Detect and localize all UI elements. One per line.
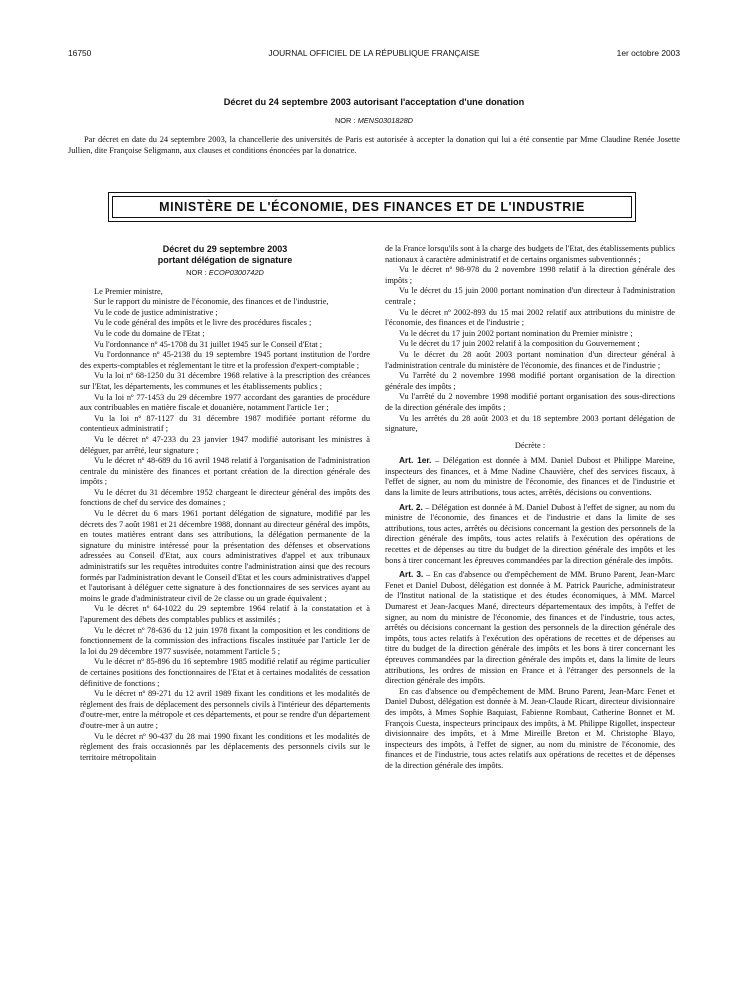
visa-paragraph: Vu le décret du 17 juin 2002 relatif à la composition du Gouvernement ;: [399, 339, 640, 349]
continued-paragraph: de la France lorsqu'ils sont à la charge des budgets de l'Etat, des établissements publics nationaux à caractère administratif et de certains organismes subventionnés ;: [385, 244, 675, 264]
article-text: – Délégation est donnée à MM. Daniel Dubost et Philippe Mareine, inspecteurs des finances, et à Mme Nadine Chauvière, chef des services fiscaux, à l'effet de signer, au nom du ministre de l'économie, des finances et de l'industrie et dans la limite de leurs attributions, tous actes, arrêtés, décisions ou conventions.: [385, 456, 676, 498]
nor-code: ECOP0300742D: [208, 268, 264, 277]
closing-paragraph: En cas d'absence ou d'empêchement de MM. Bruno Parent, Jean-Marc Fenet et Daniel Dubost, délégation est donnée à M. Jean-Claude Ricart, directeur divisionnaire des impôts, à Mmes Sophie Baquiast, Fabienne Rombaut, Catherine Bonnet et M. François Cuesta, inspecteurs principaux des impôts, à M. Philippe Rigollet, inspecteur divisionnaire des impôts, et à Mme Mireille Breton et M. Christophe Blayo, inspecteurs des impôts, à l'effet de signer, au nom du ministre de l'économie, des finances et de l'industrie, tous actes relatifs aux opérations de recettes et de dépenses de la direction générale des impôts.: [385, 686, 675, 770]
visa-paragraph: Vu le décret nº 2002-893 du 15 mai 2002 relatif aux attributions du ministre de l'économie, des finances et de l'industrie ;: [385, 307, 675, 328]
visa-paragraph: Vu le décret du 17 juin 2002 portant nomination du Premier ministre ;: [399, 328, 633, 338]
issue-date: 1er octobre 2003: [616, 48, 680, 58]
articles: [385, 455, 675, 686]
journal-name: JOURNAL OFFICIEL DE LA RÉPUBLIQUE FRANÇAISE: [268, 48, 480, 58]
visa-paragraph: Vu le décret nº 48-689 du 16 avril 1948 relatif à l'organisation de l'administration centrale du ministère des finances et portant création de la direction générale des impôts ;: [80, 456, 370, 487]
visa-paragraph: Vu la loi nº 87-1127 du 31 décembre 1987 modifiée portant réforme du contentieux administratif ;: [80, 413, 370, 434]
visa-paragraph: Vu l'arrêté du 2 novembre 1998 modifié portant organisation des sous-directions de la direction générale des impôts ;: [385, 392, 675, 412]
article-text: – Délégation est donnée à M. Daniel Dubost à l'effet de signer, au nom du ministre de l'économie, des finances et de l'industrie et dans la limite de ses attributions, tous actes, arrêtés ou décisions concernant la gestion des personnels de la direction générale des impôts, tous actes relatifs à l'exécution des opérations de recettes et de dépenses au titre du budget de la direction générale des impôts et les bons à tirer concernant les épreuves commandées par la direction générale des impôts.: [385, 502, 675, 565]
right-column: [385, 244, 675, 772]
nor-code: MENS0301828D: [357, 116, 414, 125]
visa-list-left: [80, 287, 370, 764]
delegation-decree-title-line-2: portant délégation de signature: [157, 255, 293, 265]
visa-paragraph: Vu la loi nº 68-1250 du 31 décembre 1968 relative à la prescription des créances sur l'Etat, les départements, les communes et les établissements publics ;: [80, 371, 370, 391]
donation-decree-body: Par décret en date du 24 septembre 2003, la chancellerie des universités de Paris est autorisée à accepter la donation qui lui a été consentie par Mme Claudine Renée Josette Jullien, dite Françoise Seligmann, aux clauses et conditions énoncées par la donatrice.: [68, 135, 680, 155]
donation-decree-title: Décret du 24 septembre 2003 autorisant l'acceptation d'une donation: [223, 97, 525, 107]
visa-list-right: [385, 265, 675, 435]
ministry-box: [108, 192, 636, 222]
visa-paragraph: Vu l'arrêté du 2 novembre 1998 modifié portant organisation de la direction générale des impôts ;: [385, 371, 675, 391]
ministry-title: MINISTÈRE DE L'ÉCONOMIE, DES FINANCES ET DE L'INDUSTRIE: [159, 200, 585, 214]
article-paragraph: [385, 569, 675, 687]
visa-paragraph: Vu l'ordonnance nº 45-2138 du 19 septembre 1945 portant institution de l'ordre des experts-comptables et réglementant le titre et la profession d'expert-comptable ;: [80, 350, 370, 370]
visa-paragraph: Vu le décret nº 89-271 du 12 avril 1989 fixant les conditions et les modalités de règlement des frais de déplacement des personnels civils à l'intérieur des départements d'outre-mer, entre la métropole et ces départements, et pour se rendre d'un département d'outre-mer à un autre ;: [80, 689, 370, 730]
visa-paragraph: Vu le décret nº 78-636 du 12 juin 1978 fixant la composition et les conditions de fonctionnement de la commission des infractions fiscales instituée par l'article 1er de la loi du 29 décembre 1977 susvisée, notamment l'article 5 ;: [80, 625, 370, 656]
visa-paragraph: Vu le décret du 6 mars 1961 portant délégation de signature, modifié par les décrets des 7 août 1981 et 21 décembre 1988, donnant au directeur général des impôts, en toutes matières entrant dans ses attributions, la délégation permanente de la signature du ministre intéressé pour la présentation des défenses et observations adressées au Conseil d'Etat, aux cours administratives d'appel et aux tribunaux administratifs sur les requêtes introduites contre l'administration ainsi que des recours formés par l'administration devant le Conseil d'Etat et les cours administratives d'appel et l'autorisant à déléguer cette signature à des fonctionnaires de ses services ayant au moins le grade d'administrateur civil de 2e classe ou un grade équivalent ;: [80, 509, 370, 603]
visa-paragraph: Vu l'ordonnance nº 45-1708 du 31 juillet 1945 sur le Conseil d'Etat ;: [94, 339, 323, 349]
article-heading: Art. 1er.: [399, 455, 432, 466]
page-number: 16750: [68, 48, 92, 58]
visa-paragraph: Vu le décret nº 47-233 du 23 janvier 1947 modifié autorisant les ministres à déléguer, par arrêté, leur signature ;: [80, 434, 370, 455]
delegation-decree-title: [80, 244, 370, 266]
visa-paragraph: Vu le décret nº 85-896 du 16 septembre 1985 modifié relatif au régime particulier de certaines positions des fonctionnaires de l'Etat et à certaines modalités de cessation définitive de fonctions ;: [80, 657, 370, 688]
article-paragraph: [385, 502, 675, 567]
donation-decree-nor: [68, 116, 680, 125]
visa-paragraph: Vu les arrêtés du 28 août 2003 et du 18 septembre 2003 portant délégation de signature,: [385, 413, 675, 434]
article-text: – En cas d'absence ou d'empêchement de MM. Bruno Parent, Jean-Marc Fenet et Daniel Dubost, délégation est donnée à M. Patrick Pauriche, administrateur de l'Institut national de la statistique et des études économiques, à MM. Marcel Dumarest et Jean-Jacques Mané, directeurs départementaux des impôts, à l'effet de signer, au nom du ministre de l'économie, des finances et de l'industrie, tous actes, arrêtés ou décisions concernant la gestion des personnels de la direction générale des impôts, tous actes relatifs à l'exécution des opérations de recettes et de dépenses au titre du budget de la direction générale des impôts et les bons à tirer concernant les épreuves commandées par la direction générale des impôts et, dans la limite de leurs attributions, les ordres de mission en France et à l'étranger des personnels de la direction générale des impôts.: [385, 570, 675, 686]
visa-paragraph: Le Premier ministre,: [94, 286, 163, 296]
article-heading: Art. 3.: [399, 569, 424, 580]
visa-paragraph: Vu le décret nº 64-1022 du 29 septembre 1964 relatif à la constatation et à l'apurement des débets des comptables publics et assimilés ;: [80, 604, 370, 624]
visa-paragraph: Sur le rapport du ministre de l'économie, des finances et de l'industrie,: [94, 297, 329, 307]
visa-paragraph: Vu le code général des impôts et le livre des procédures fiscales ;: [94, 318, 312, 328]
visa-paragraph: Vu le code de justice administrative ;: [94, 307, 218, 317]
nor-label: NOR :: [334, 116, 356, 125]
visa-paragraph: Vu le code du domaine de l'Etat ;: [94, 328, 205, 338]
visa-paragraph: Vu le décret du 15 juin 2000 portant nomination d'un directeur à l'administration centrale ;: [385, 286, 675, 306]
decrete-heading: Décrète :: [514, 440, 546, 450]
visa-paragraph: Vu le décret du 31 décembre 1952 chargeant le directeur général des impôts des fonctions de chef du service des domaines ;: [80, 487, 370, 508]
article-paragraph: [385, 455, 675, 498]
visa-paragraph: Vu le décret nº 90-437 du 28 mai 1990 fixant les conditions et les modalités de règlement des frais occasionnés par les déplacements des personnels civils sur le territoire métropolitain: [80, 731, 370, 762]
left-column: [80, 244, 370, 763]
delegation-decree-nor: [80, 268, 370, 279]
running-head: [68, 48, 680, 60]
visa-paragraph: Vu la loi nº 77-1453 du 29 décembre 1977 accordant des garanties de procédure aux contribuables en matière fiscale et douanière, notamment l'article 1er ;: [80, 392, 370, 413]
nor-label: NOR :: [186, 268, 207, 277]
visa-paragraph: Vu le décret nº 98-978 du 2 novembre 1998 relatif à la direction générale des impôts ;: [385, 265, 675, 285]
article-heading: Art. 2.: [399, 501, 423, 512]
delegation-decree-title-line-1: Décret du 29 septembre 2003: [162, 244, 288, 254]
visa-paragraph: Vu le décret du 28 août 2003 portant nomination d'un directeur général à l'administration centrale du ministère de l'économie, des finances et de l'industrie ;: [385, 349, 675, 370]
